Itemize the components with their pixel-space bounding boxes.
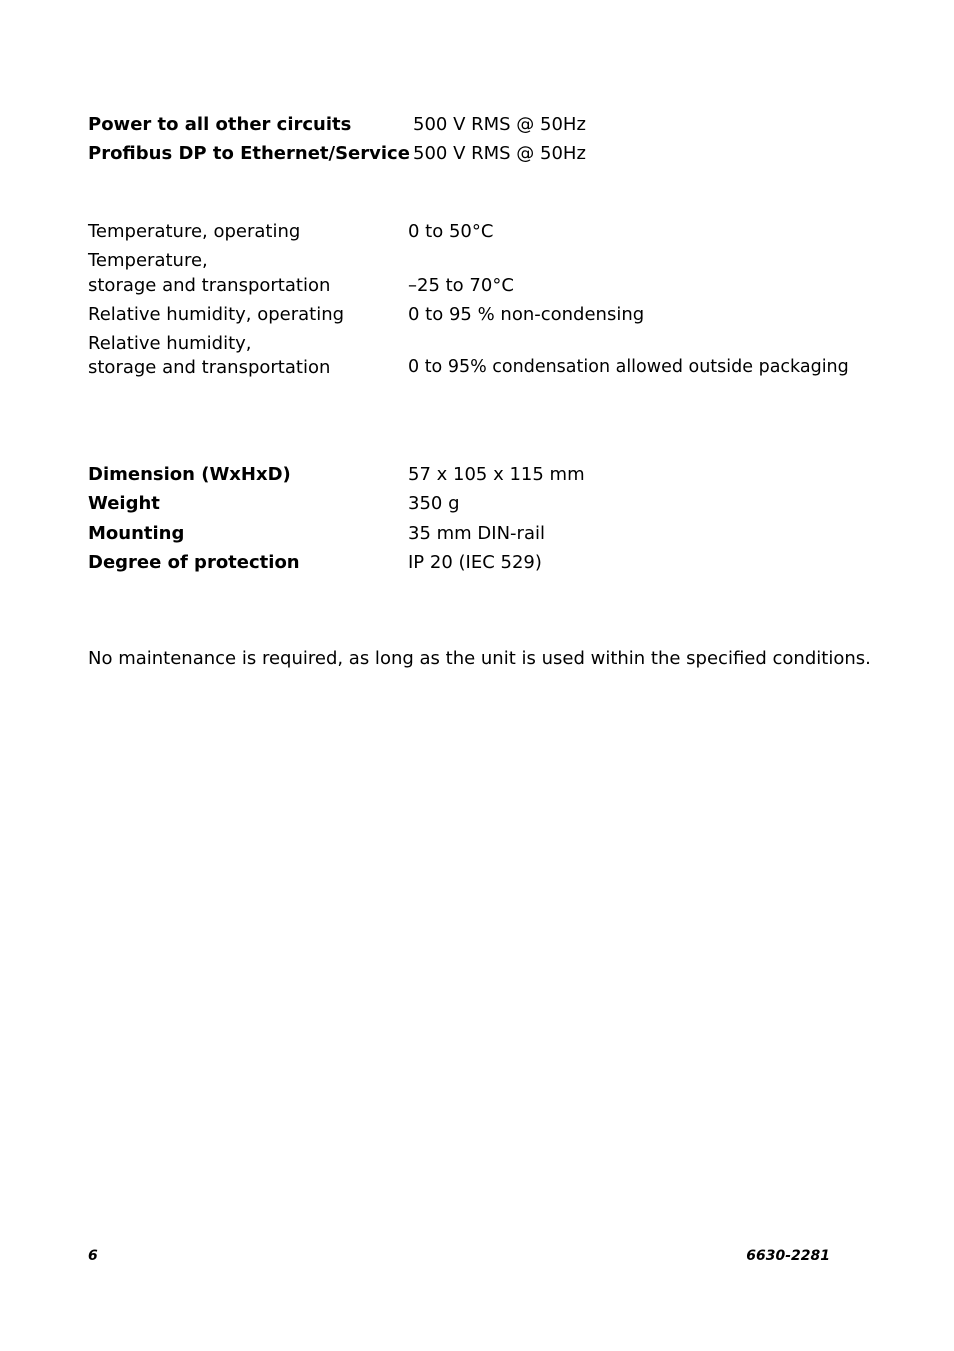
spec-label: Dimension (WxHxD) (88, 464, 291, 485)
spec-value: 0 to 95 % non-condensing (408, 304, 645, 325)
maintenance-text: No maintenance is required, as long as the unit is used within the specified conditions. (88, 648, 871, 669)
spec-value: 350 g (408, 493, 460, 514)
spec-value: 0 to 50°C (408, 221, 494, 242)
spec-label: Mounting (88, 523, 185, 544)
spec-label: Temperature, operating (88, 221, 301, 242)
spec-label: Degree of protection (88, 552, 300, 573)
spec-value: 0 to 95% condensation allowed outside packaging (408, 357, 849, 377)
spec-label: Weight (88, 493, 160, 514)
spec-value: IP 20 (IEC 529) (408, 552, 542, 573)
spec-label: storage and transportation (88, 275, 331, 296)
spec-label: Power to all other circuits (88, 114, 352, 135)
document-number: 6630-2281 (746, 1248, 830, 1264)
spec-label: Temperature, (88, 250, 208, 271)
spec-value: –25 to 70°C (408, 275, 514, 296)
spec-label: storage and transportation (88, 357, 331, 378)
spec-label: Relative humidity, operating (88, 304, 345, 325)
page-number: 6 (88, 1248, 98, 1264)
spec-value: 500 V RMS @ 50Hz (413, 114, 586, 135)
spec-label: Relative humidity, (88, 333, 252, 354)
spec-value: 500 V RMS @ 50Hz (413, 143, 586, 164)
spec-value: 35 mm DIN-rail (408, 523, 545, 544)
spec-value: 57 x 105 x 115 mm (408, 464, 585, 485)
spec-label: Profibus DP to Ethernet/Service (88, 143, 410, 164)
